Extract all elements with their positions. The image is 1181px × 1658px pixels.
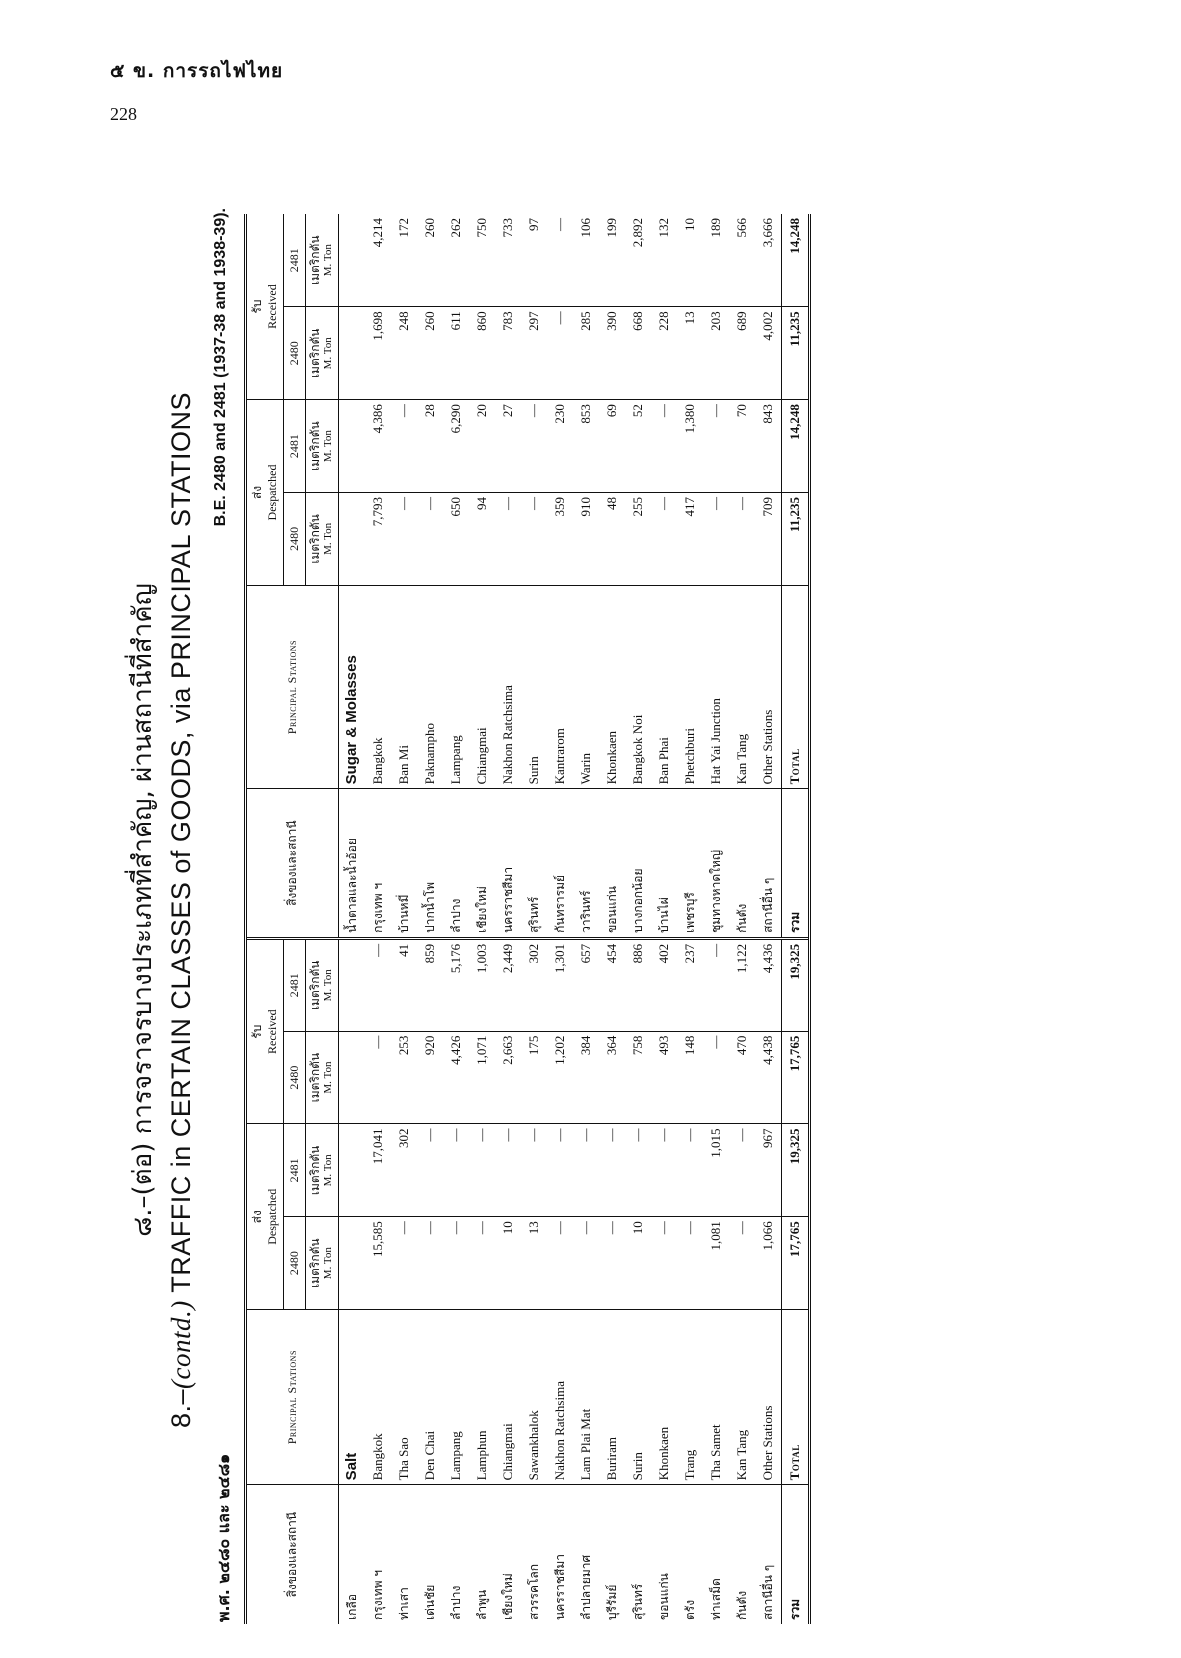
unit-thai: เมตริกตัน [308, 328, 322, 379]
despatched-2481: 6,290 [443, 400, 469, 493]
station-thai: นครราชสีมา [553, 1554, 567, 1620]
station-english: Lam Plai Mat [573, 1310, 599, 1485]
received-2480: 758 [625, 1031, 651, 1124]
header-despatched-english: Despatched [265, 464, 279, 521]
station-english: Hat Yai Junction [703, 585, 729, 789]
header-received-english: Received [265, 1009, 279, 1054]
station-thai: วารินทร์ [573, 789, 599, 939]
blank-cell [339, 1217, 366, 1310]
despatched-2480: 709 [755, 492, 782, 585]
received-2481: 454 [599, 938, 625, 1031]
caption-contd: (contd.) [166, 1300, 196, 1389]
station-english: Tha Samet [703, 1310, 729, 1485]
station-english: Nakhon Ratchsima [547, 1310, 573, 1485]
received-2480: 783 [495, 307, 521, 400]
total-label-english: Total [782, 585, 809, 789]
header-despatched [247, 400, 284, 586]
total-label-thai: รวม [782, 1485, 809, 1624]
received-2480: 493 [651, 1031, 677, 1124]
despatched-2480: — [729, 1217, 755, 1310]
commodity-row [339, 214, 366, 1624]
despatched-2480: — [573, 1217, 599, 1310]
station-thai: ตรัง [683, 1599, 697, 1620]
total-label-thai: รวม [782, 789, 809, 939]
despatched-2481: — [677, 1124, 703, 1217]
received-2481: 262 [443, 214, 469, 307]
table-header [247, 214, 339, 1624]
despatched-2481: 70 [729, 400, 755, 493]
total-received-2481: 14,248 [782, 214, 809, 307]
station-thai: ชุมทางหาดใหญ่ [703, 789, 729, 939]
despatched-2481: — [703, 400, 729, 493]
header-station-thai: สิ่งของและสถานี [247, 789, 339, 939]
station-english: Paknampho [417, 585, 443, 789]
station-english: Sawankhalok [521, 1310, 547, 1485]
received-2481: — [703, 938, 729, 1031]
received-2481: 302 [521, 938, 547, 1031]
despatched-2480: 255 [625, 492, 651, 585]
unit-english: M. Ton [322, 1061, 334, 1094]
blank-cell [339, 400, 366, 493]
received-2481: 106 [573, 214, 599, 307]
traffic-table-frame [244, 214, 811, 1624]
table-row [677, 214, 703, 1624]
received-2481: 97 [521, 214, 547, 307]
despatched-2480: — [677, 1217, 703, 1310]
despatched-2481: — [521, 400, 547, 493]
received-2481: 41 [391, 938, 417, 1031]
total-row [782, 214, 809, 1624]
header-year: 2480 [284, 1031, 306, 1124]
unit-thai: เมตริกตัน [308, 421, 322, 471]
blank-cell [339, 307, 366, 400]
station-english: Kan Tang [729, 585, 755, 789]
header-despatched [247, 1124, 284, 1310]
header-received [247, 214, 284, 400]
despatched-2481: 69 [599, 400, 625, 493]
table-row [443, 214, 469, 1624]
header-station-english: Principal Stations [247, 585, 339, 789]
despatched-2481: 853 [573, 400, 599, 493]
despatched-2480: — [495, 492, 521, 585]
station-thai: กรุงเทพ ฯ [365, 789, 391, 939]
table-row [651, 214, 677, 1624]
despatched-2481: — [547, 1124, 573, 1217]
table-row [729, 214, 755, 1624]
station-english: Ban Mi [391, 585, 417, 789]
station-thai: กรุงเทพ ฯ [371, 1569, 385, 1620]
station-english: Bangkok [365, 585, 391, 789]
received-2480: 689 [729, 307, 755, 400]
unit-english: M. Ton [322, 337, 334, 370]
commodity-thai: เกลือ [345, 1594, 359, 1620]
running-head: ๕ ข. การรถไฟไทย [110, 60, 284, 82]
received-2481: 1,301 [547, 938, 573, 1031]
station-thai: สวรรคโลก [527, 1563, 541, 1620]
commodity-english: Sugar & Molasses [339, 585, 366, 789]
received-2480: 920 [417, 1031, 443, 1124]
header-year: 2480 [284, 307, 306, 400]
unit-thai: เมตริกตัน [308, 235, 322, 285]
total-despatched-2481: 19,325 [782, 1124, 809, 1217]
received-2480: 1,071 [469, 1031, 495, 1124]
despatched-2481: 4,386 [365, 400, 391, 493]
station-english: Tha Sao [391, 1310, 417, 1485]
despatched-2480: 48 [599, 492, 625, 585]
unit-english: M. Ton [322, 522, 334, 555]
table-row [755, 214, 782, 1624]
header-year: 2480 [284, 1217, 306, 1310]
received-2481: 10 [677, 214, 703, 307]
station-thai: บ้านหมี่ [391, 789, 417, 939]
despatched-2481: 28 [417, 400, 443, 493]
despatched-2480: 1,081 [703, 1217, 729, 1310]
header-unit [306, 1031, 339, 1124]
station-english: Chiangmai [469, 585, 495, 789]
despatched-2480: 7,793 [365, 492, 391, 585]
header-year: 2481 [284, 400, 306, 493]
despatched-2481: 1,380 [677, 400, 703, 493]
blank-cell [339, 938, 366, 1031]
station-english: Lamphun [469, 1310, 495, 1485]
total-despatched-2481: 14,248 [782, 400, 809, 493]
despatched-2480: 910 [573, 492, 599, 585]
station-english: Surin [625, 1310, 651, 1485]
unit-english: M. Ton [322, 244, 334, 277]
unit-thai: เมตริกตัน [308, 1052, 322, 1103]
received-2480: 260 [417, 307, 443, 400]
despatched-2480: — [469, 1217, 495, 1310]
station-english: Surin [521, 585, 547, 789]
received-2481: 750 [469, 214, 495, 307]
station-english: Other Stations [755, 1310, 782, 1485]
despatched-2481: 843 [755, 400, 782, 493]
despatched-2481: — [495, 1124, 521, 1217]
blank-cell [339, 1031, 366, 1124]
received-2480: 297 [521, 307, 547, 400]
station-thai: บ้านไผ่ [651, 789, 677, 939]
despatched-2480: 10 [625, 1217, 651, 1310]
period-english: B.E. 2480 and 2481 (1937-38 and 1938-39). [212, 208, 229, 527]
commodity-english: Salt [339, 1310, 366, 1485]
received-2480: 390 [599, 307, 625, 400]
received-2481: 859 [417, 938, 443, 1031]
station-thai: ขอนแก่น [657, 1573, 671, 1620]
table-row [547, 214, 573, 1624]
despatched-2481: — [521, 1124, 547, 1217]
despatched-2481: — [729, 1124, 755, 1217]
total-label-english: Total [782, 1310, 809, 1485]
header-year: 2481 [284, 938, 306, 1031]
received-2481: 886 [625, 938, 651, 1031]
unit-thai: เมตริกตัน [308, 960, 322, 1011]
received-2481: 4,436 [755, 938, 782, 1031]
station-thai: สุรินทร์ [631, 1583, 645, 1620]
received-2480: 860 [469, 307, 495, 400]
received-2480: 228 [651, 307, 677, 400]
despatched-2481: — [625, 1124, 651, 1217]
caption-number: 8.– [166, 1388, 196, 1428]
station-english: Kan Tang [729, 1310, 755, 1485]
despatched-2480: — [703, 492, 729, 585]
received-2480: 1,698 [365, 307, 391, 400]
despatched-2480: — [599, 1217, 625, 1310]
header-received-thai: รับ [250, 299, 264, 314]
station-english: Buriram [599, 1310, 625, 1485]
despatched-2480: — [417, 1217, 443, 1310]
despatched-2480: 417 [677, 492, 703, 585]
station-thai: ลำปาง [443, 789, 469, 939]
station-thai: ท่าเสา [397, 1587, 411, 1620]
received-2480: 384 [573, 1031, 599, 1124]
received-2480: 253 [391, 1031, 417, 1124]
station-thai: ลำปลายมาศ [579, 1554, 593, 1620]
unit-english: M. Ton [322, 969, 334, 1002]
station-english: Bangkok [365, 1310, 391, 1485]
station-english: Bangkok Noi [625, 585, 651, 789]
header-received [247, 938, 284, 1124]
received-2481: 2,892 [625, 214, 651, 307]
period-thai: พ.ศ. ๒๔๘๐ และ ๒๔๘๑ [214, 1453, 233, 1622]
received-2481: 1,003 [469, 938, 495, 1031]
station-english: Chiangmai [495, 1310, 521, 1485]
despatched-2481: — [651, 400, 677, 493]
station-english: Nakhon Ratchsima [495, 585, 521, 789]
received-2480: 668 [625, 307, 651, 400]
despatched-2480: — [521, 492, 547, 585]
blank-cell [339, 214, 366, 307]
header-received-thai: รับ [250, 1024, 264, 1039]
despatched-2481: — [599, 1124, 625, 1217]
despatched-2480: 650 [443, 492, 469, 585]
despatched-2480: — [651, 492, 677, 585]
station-english: Kantrarom [547, 585, 573, 789]
page-number: 228 [110, 104, 137, 124]
received-2481: 733 [495, 214, 521, 307]
header-unit [306, 1124, 339, 1217]
despatched-2480: — [391, 1217, 417, 1310]
despatched-2480: — [651, 1217, 677, 1310]
received-2481: 132 [651, 214, 677, 307]
received-2481: 189 [703, 214, 729, 307]
table-row [625, 214, 651, 1624]
despatched-2481: — [417, 1124, 443, 1217]
received-2481: 1,122 [729, 938, 755, 1031]
station-english: Den Chai [417, 1310, 443, 1485]
table-row [521, 214, 547, 1624]
received-2480: 203 [703, 307, 729, 400]
station-thai: ลำพูน [475, 1589, 489, 1620]
table-row [365, 214, 391, 1624]
received-2480: 285 [573, 307, 599, 400]
header-despatched-english: Despatched [265, 1188, 279, 1245]
received-2480: 13 [677, 307, 703, 400]
despatched-2481: 27 [495, 400, 521, 493]
header-unit [306, 214, 339, 307]
received-2480: 248 [391, 307, 417, 400]
received-2480: 1,202 [547, 1031, 573, 1124]
caption-english [166, 350, 197, 1470]
station-thai: นครราชสีมา [495, 789, 521, 939]
rotated-table-page [120, 190, 1080, 1630]
received-2481: — [547, 214, 573, 307]
caption-thai: ๘.–(ต่อ) การจราจรบางประเภทที่สำคัญ, ผ่านสถานีที่สำคัญ [128, 583, 158, 1237]
despatched-2481: 20 [469, 400, 495, 493]
station-thai: กันทรารมย์ [547, 789, 573, 939]
station-english: Lampang [443, 1310, 469, 1485]
station-thai: เพชรบุรี [677, 789, 703, 939]
received-2481: 260 [417, 214, 443, 307]
station-thai: กันตัง [735, 1590, 749, 1620]
station-thai: เชียงใหม่ [501, 1573, 515, 1620]
total-received-2480: 11,235 [782, 307, 809, 400]
station-english: Khonkaen [651, 1310, 677, 1485]
caption-title: TRAFFIC in CERTAIN CLASSES of GOODS, via PRINCIPAL STATIONS [166, 392, 196, 1301]
table-row [495, 214, 521, 1624]
despatched-2481: 230 [547, 400, 573, 493]
table-row [703, 214, 729, 1624]
station-thai: เด่นชัย [423, 1584, 437, 1620]
table-row [573, 214, 599, 1624]
station-thai: บางกอกน้อย [625, 789, 651, 939]
despatched-2481: 1,015 [703, 1124, 729, 1217]
traffic-table [247, 214, 808, 1624]
despatched-2480: — [443, 1217, 469, 1310]
station-english: Phetchburi [677, 585, 703, 789]
received-2481: 199 [599, 214, 625, 307]
unit-thai: เมตริกตัน [308, 1145, 322, 1196]
received-2481: 657 [573, 938, 599, 1031]
despatched-2481: — [651, 1124, 677, 1217]
received-2480: 470 [729, 1031, 755, 1124]
commodity-thai: น้ำตาลและน้ำอ้อย [339, 789, 366, 939]
header-received-english: Received [265, 284, 279, 329]
total-received-2481: 19,325 [782, 938, 809, 1031]
received-2480: 175 [521, 1031, 547, 1124]
despatched-2480: 10 [495, 1217, 521, 1310]
received-2481: 566 [729, 214, 755, 307]
unit-english: M. Ton [322, 1247, 334, 1280]
received-2480: — [703, 1031, 729, 1124]
header-despatched-thai: ส่ง [250, 1210, 264, 1224]
station-english: Trang [677, 1310, 703, 1485]
station-thai: บุรีรัมย์ [605, 1584, 619, 1620]
table-body [339, 214, 809, 1624]
despatched-2481: 302 [391, 1124, 417, 1217]
received-2481: 5,176 [443, 938, 469, 1031]
despatched-2480: — [729, 492, 755, 585]
despatched-2481: — [391, 400, 417, 493]
despatched-2480: 359 [547, 492, 573, 585]
header-year: 2480 [284, 492, 306, 585]
station-thai: ท่าเสม็ด [709, 1578, 723, 1620]
station-thai: กันตัง [729, 789, 755, 939]
station-english: Ban Phai [651, 585, 677, 789]
received-2480: — [365, 1031, 391, 1124]
header-despatched-thai: ส่ง [250, 485, 264, 500]
station-english: Warin [573, 585, 599, 789]
station-thai: สถานีอื่น ๆ [761, 1564, 775, 1620]
table-row [391, 214, 417, 1624]
despatched-2481: — [573, 1124, 599, 1217]
total-despatched-2480: 17,765 [782, 1217, 809, 1310]
despatched-2480: 13 [521, 1217, 547, 1310]
station-thai: ขอนแก่น [599, 789, 625, 939]
station-thai: สถานีอื่น ๆ [755, 789, 782, 939]
despatched-2481: 967 [755, 1124, 782, 1217]
received-2480: 4,426 [443, 1031, 469, 1124]
despatched-2481: — [469, 1124, 495, 1217]
despatched-2480: 15,585 [365, 1217, 391, 1310]
station-thai: สุรินทร์ [521, 789, 547, 939]
unit-english: M. Ton [322, 430, 334, 463]
station-english: Other Stations [755, 585, 782, 789]
received-2480: 364 [599, 1031, 625, 1124]
unit-thai: เมตริกตัน [308, 1238, 322, 1288]
table-row [599, 214, 625, 1624]
received-2480: 611 [443, 307, 469, 400]
despatched-2481: — [443, 1124, 469, 1217]
header-year: 2481 [284, 1124, 306, 1217]
total-received-2480: 17,765 [782, 1031, 809, 1124]
total-despatched-2480: 11,235 [782, 492, 809, 585]
despatched-2481: 17,041 [365, 1124, 391, 1217]
header-year: 2481 [284, 214, 306, 307]
header-unit [306, 938, 339, 1031]
received-2481: 237 [677, 938, 703, 1031]
received-2480: 4,438 [755, 1031, 782, 1124]
header-unit [306, 307, 339, 400]
received-2480: 4,002 [755, 307, 782, 400]
table-row [417, 214, 443, 1624]
received-2480: 2,663 [495, 1031, 521, 1124]
despatched-2480: — [547, 1217, 573, 1310]
blank-cell [339, 1124, 366, 1217]
station-thai: เชียงใหม่ [469, 789, 495, 939]
received-2480: — [547, 307, 573, 400]
despatched-2480: — [391, 492, 417, 585]
unit-thai: เมตริกตัน [308, 514, 322, 564]
received-2481: — [365, 938, 391, 1031]
station-thai: ลำปาง [449, 1585, 463, 1620]
header-station-english: Principal Stations [247, 1310, 339, 1485]
despatched-2481: 52 [625, 400, 651, 493]
blank-cell [339, 492, 366, 585]
received-2481: 3,666 [755, 214, 782, 307]
despatched-2480: 1,066 [755, 1217, 782, 1310]
station-english: Lampang [443, 585, 469, 789]
despatched-2480: — [417, 492, 443, 585]
table-row [469, 214, 495, 1624]
unit-english: M. Ton [322, 1154, 334, 1187]
received-2481: 402 [651, 938, 677, 1031]
header-unit [306, 1217, 339, 1310]
station-english: Khonkaen [599, 585, 625, 789]
header-station-thai: สิ่งของและสถานี [247, 1485, 339, 1624]
despatched-2480: 94 [469, 492, 495, 585]
received-2481: 4,214 [365, 214, 391, 307]
header-unit [306, 400, 339, 493]
received-2481: 172 [391, 214, 417, 307]
received-2481: 2,449 [495, 938, 521, 1031]
received-2480: 148 [677, 1031, 703, 1124]
header-unit [306, 492, 339, 585]
station-thai: ปากน้ำโพ [417, 789, 443, 939]
